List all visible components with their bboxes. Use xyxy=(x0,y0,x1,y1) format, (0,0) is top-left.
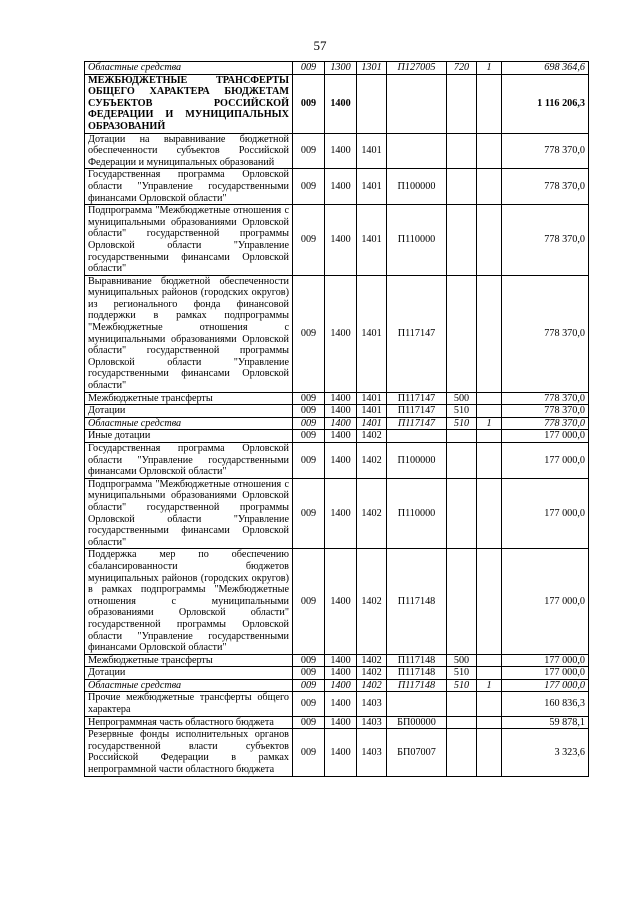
cell-expense-type: 510 xyxy=(447,405,477,418)
table-row xyxy=(85,62,589,75)
cell-grbs: 009 xyxy=(293,392,325,405)
cell-expense-type xyxy=(447,716,477,729)
cell-expense-type: 510 xyxy=(447,679,477,692)
cell-name: Дотации xyxy=(85,405,293,418)
cell-razdel: 1400 xyxy=(325,679,357,692)
cell-funding-source xyxy=(477,667,502,680)
cell-grbs: 009 xyxy=(293,667,325,680)
cell-razdel: 1400 xyxy=(325,478,357,549)
cell-funding-source xyxy=(477,133,502,169)
cell-razdel: 1400 xyxy=(325,430,357,443)
cell-amount: 160 836,3 xyxy=(502,692,589,716)
cell-target-article: П117147 xyxy=(387,417,447,430)
cell-razdel: 1400 xyxy=(325,692,357,716)
cell-razdel: 1400 xyxy=(325,716,357,729)
cell-razdel: 1400 xyxy=(325,392,357,405)
cell-funding-source xyxy=(477,392,502,405)
table-row xyxy=(85,430,589,443)
cell-amount: 59 878,1 xyxy=(502,716,589,729)
cell-funding-source xyxy=(477,654,502,667)
cell-amount: 177 000,0 xyxy=(502,654,589,667)
table-row xyxy=(85,392,589,405)
cell-target-article: П100000 xyxy=(387,443,447,479)
cell-grbs: 009 xyxy=(293,405,325,418)
cell-target-article xyxy=(387,133,447,169)
cell-target-article: П110000 xyxy=(387,478,447,549)
cell-grbs: 009 xyxy=(293,74,325,133)
table-row xyxy=(85,133,589,169)
cell-name: Непрограммная часть областного бюджета xyxy=(85,716,293,729)
cell-expense-type: 500 xyxy=(447,654,477,667)
cell-razdel: 1400 xyxy=(325,405,357,418)
cell-funding-source xyxy=(477,405,502,418)
cell-target-article: П117147 xyxy=(387,392,447,405)
cell-target-article: П127005 xyxy=(387,62,447,75)
cell-expense-type xyxy=(447,430,477,443)
table-row xyxy=(85,549,589,654)
cell-name: Межбюджетные трансферты xyxy=(85,654,293,667)
cell-amount: 177 000,0 xyxy=(502,667,589,680)
cell-expense-type xyxy=(447,133,477,169)
cell-amount: 177 000,0 xyxy=(502,549,589,654)
cell-name: Подпрограмма "Межбюджетные отношения с муниципальными образованиями Орловской области" государственной программы Орловской области "Управление государственными финансами Орловской области" xyxy=(85,205,293,276)
table-row xyxy=(85,205,589,276)
cell-amount: 778 370,0 xyxy=(502,275,589,392)
cell-grbs: 009 xyxy=(293,205,325,276)
cell-grbs: 009 xyxy=(293,549,325,654)
cell-name: Поддержка мер по обеспечению сбалансированности бюджетов муниципальных районов (городских округов) в рамках подпрограммы "Межбюджетные отношения с муниципальными образованиями Орловской области" государственной программы Орловской области "Управление государственными финансами Орловской области" xyxy=(85,549,293,654)
cell-expense-type xyxy=(447,692,477,716)
cell-amount: 778 370,0 xyxy=(502,133,589,169)
cell-podrazdel: 1402 xyxy=(357,478,387,549)
budget-table xyxy=(84,61,589,777)
cell-expense-type xyxy=(447,275,477,392)
page-number: 57 xyxy=(313,38,327,53)
table-row xyxy=(85,74,589,133)
cell-razdel: 1400 xyxy=(325,169,357,205)
cell-grbs: 009 xyxy=(293,729,325,776)
cell-razdel: 1400 xyxy=(325,205,357,276)
table-row xyxy=(85,275,589,392)
cell-expense-type xyxy=(447,74,477,133)
table-row xyxy=(85,443,589,479)
cell-name: Областные средства xyxy=(85,62,293,75)
cell-grbs: 009 xyxy=(293,133,325,169)
cell-amount: 778 370,0 xyxy=(502,205,589,276)
cell-razdel: 1400 xyxy=(325,74,357,133)
cell-amount: 778 370,0 xyxy=(502,405,589,418)
cell-target-article xyxy=(387,692,447,716)
cell-name: Государственная программа Орловской области "Управление государственными финансами Орловской области" xyxy=(85,443,293,479)
cell-podrazdel: 1401 xyxy=(357,133,387,169)
cell-funding-source xyxy=(477,443,502,479)
cell-funding-source xyxy=(477,729,502,776)
cell-name: Государственная программа Орловской области "Управление государственными финансами Орловской области" xyxy=(85,169,293,205)
table-row xyxy=(85,667,589,680)
cell-target-article: П110000 xyxy=(387,205,447,276)
table-row xyxy=(85,729,589,776)
cell-podrazdel: 1401 xyxy=(357,405,387,418)
cell-podrazdel: 1402 xyxy=(357,549,387,654)
cell-expense-type: 510 xyxy=(447,667,477,680)
cell-expense-type: 500 xyxy=(447,392,477,405)
cell-grbs: 009 xyxy=(293,679,325,692)
cell-podrazdel: 1402 xyxy=(357,443,387,479)
cell-funding-source xyxy=(477,478,502,549)
cell-name: Иные дотации xyxy=(85,430,293,443)
cell-podrazdel: 1401 xyxy=(357,392,387,405)
cell-target-article: БП00000 xyxy=(387,716,447,729)
cell-razdel: 1300 xyxy=(325,62,357,75)
cell-name: Дотации на выравнивание бюджетной обеспеченности субъектов Российской Федерации и муниципальных образований xyxy=(85,133,293,169)
cell-podrazdel: 1402 xyxy=(357,667,387,680)
cell-amount: 778 370,0 xyxy=(502,417,589,430)
cell-expense-type xyxy=(447,169,477,205)
cell-expense-type: 720 xyxy=(447,62,477,75)
cell-podrazdel: 1403 xyxy=(357,716,387,729)
cell-name: Межбюджетные трансферты xyxy=(85,392,293,405)
cell-target-article: П117148 xyxy=(387,654,447,667)
cell-target-article: П100000 xyxy=(387,169,447,205)
table-row xyxy=(85,679,589,692)
cell-funding-source xyxy=(477,169,502,205)
cell-target-article: П117148 xyxy=(387,667,447,680)
table-row xyxy=(85,478,589,549)
cell-expense-type xyxy=(447,729,477,776)
cell-name: Прочие межбюджетные трансферты общего характера xyxy=(85,692,293,716)
cell-amount: 177 000,0 xyxy=(502,679,589,692)
table-row xyxy=(85,169,589,205)
cell-amount: 1 116 206,3 xyxy=(502,74,589,133)
cell-podrazdel: 1402 xyxy=(357,430,387,443)
cell-expense-type xyxy=(447,549,477,654)
cell-grbs: 009 xyxy=(293,430,325,443)
cell-expense-type xyxy=(447,478,477,549)
cell-razdel: 1400 xyxy=(325,443,357,479)
cell-razdel: 1400 xyxy=(325,667,357,680)
cell-razdel: 1400 xyxy=(325,417,357,430)
cell-razdel: 1400 xyxy=(325,549,357,654)
cell-funding-source xyxy=(477,692,502,716)
cell-razdel: 1400 xyxy=(325,654,357,667)
cell-podrazdel: 1401 xyxy=(357,275,387,392)
cell-funding-source xyxy=(477,549,502,654)
cell-target-article xyxy=(387,430,447,443)
cell-grbs: 009 xyxy=(293,654,325,667)
cell-podrazdel xyxy=(357,74,387,133)
cell-target-article xyxy=(387,74,447,133)
table-row xyxy=(85,716,589,729)
cell-expense-type: 510 xyxy=(447,417,477,430)
cell-amount: 177 000,0 xyxy=(502,478,589,549)
cell-grbs: 009 xyxy=(293,478,325,549)
cell-funding-source: 1 xyxy=(477,679,502,692)
cell-grbs: 009 xyxy=(293,275,325,392)
table-row xyxy=(85,417,589,430)
cell-funding-source xyxy=(477,205,502,276)
cell-expense-type xyxy=(447,443,477,479)
cell-razdel: 1400 xyxy=(325,729,357,776)
cell-grbs: 009 xyxy=(293,443,325,479)
cell-amount: 177 000,0 xyxy=(502,430,589,443)
cell-funding-source xyxy=(477,275,502,392)
cell-podrazdel: 1401 xyxy=(357,169,387,205)
cell-podrazdel: 1402 xyxy=(357,654,387,667)
cell-grbs: 009 xyxy=(293,417,325,430)
cell-funding-source xyxy=(477,74,502,133)
cell-target-article: П117148 xyxy=(387,549,447,654)
cell-amount: 778 370,0 xyxy=(502,169,589,205)
cell-grbs: 009 xyxy=(293,62,325,75)
cell-grbs: 009 xyxy=(293,716,325,729)
cell-podrazdel: 1401 xyxy=(357,205,387,276)
cell-funding-source xyxy=(477,430,502,443)
cell-podrazdel: 1403 xyxy=(357,692,387,716)
cell-expense-type xyxy=(447,205,477,276)
cell-name: МЕЖБЮДЖЕТНЫЕ ТРАНСФЕРТЫ ОБЩЕГО ХАРАКТЕРА БЮДЖЕТАМ СУБЪЕКТОВ РОССИЙСКОЙ ФЕДЕРАЦИИ И МУНИЦИПАЛЬНЫХ ОБРАЗОВАНИЙ xyxy=(85,74,293,133)
cell-razdel: 1400 xyxy=(325,133,357,169)
cell-podrazdel: 1301 xyxy=(357,62,387,75)
cell-name: Подпрограмма "Межбюджетные отношения с муниципальными образованиями Орловской области" государственной программы Орловской области "Управление государственными финансами Орловской области" xyxy=(85,478,293,549)
cell-name: Областные средства xyxy=(85,679,293,692)
cell-amount: 3 323,6 xyxy=(502,729,589,776)
cell-podrazdel: 1402 xyxy=(357,679,387,692)
cell-target-article: БП07007 xyxy=(387,729,447,776)
table-row xyxy=(85,654,589,667)
cell-funding-source xyxy=(477,716,502,729)
cell-grbs: 009 xyxy=(293,692,325,716)
cell-name: Выравнивание бюджетной обеспеченности муниципальных районов (городских округов) из регионального фонда финансовой поддержки в рамках подпрограммы "Межбюджетные отношения с муниципальными образованиями Орловской области" государственной программы Орловской области "Управление государственными финансами Орловской области" xyxy=(85,275,293,392)
cell-name: Резервные фонды исполнительных органов государственной власти субъектов Российской Федерации в рамках непрограммной части областного бюджета xyxy=(85,729,293,776)
table-row xyxy=(85,692,589,716)
cell-grbs: 009 xyxy=(293,169,325,205)
table-row xyxy=(85,405,589,418)
cell-target-article: П117148 xyxy=(387,679,447,692)
cell-target-article: П117147 xyxy=(387,405,447,418)
cell-amount: 778 370,0 xyxy=(502,392,589,405)
cell-razdel: 1400 xyxy=(325,275,357,392)
cell-name: Областные средства xyxy=(85,417,293,430)
cell-name: Дотации xyxy=(85,667,293,680)
cell-funding-source: 1 xyxy=(477,62,502,75)
cell-podrazdel: 1401 xyxy=(357,417,387,430)
cell-amount: 177 000,0 xyxy=(502,443,589,479)
cell-target-article: П117147 xyxy=(387,275,447,392)
cell-podrazdel: 1403 xyxy=(357,729,387,776)
cell-funding-source: 1 xyxy=(477,417,502,430)
cell-amount: 698 364,6 xyxy=(502,62,589,75)
